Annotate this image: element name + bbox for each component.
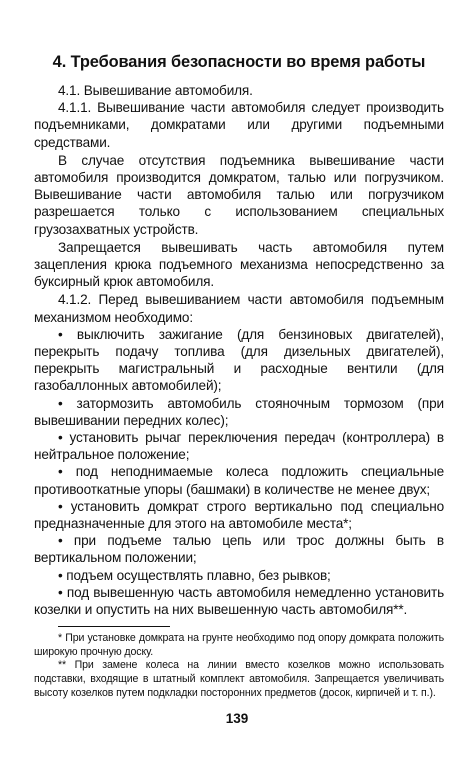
section-heading: 4. Требования безопасности во время работы [52, 53, 426, 71]
bullet-item: • при подъеме талью цепь или трос должны быть в вертикальном положении; [34, 533, 444, 566]
bullet-item: • выключить зажигание (для бензиновых двигателей), перекрыть подачу топлива (для дизельных двигателей), перекрыть магистральный и расходные вентили (для газобаллонных автомобилей); [34, 326, 444, 394]
paragraph: 4.1.2. Перед вывешиванием части автомобиля подъемным механизмом необходимо: [34, 292, 444, 325]
footnotes [34, 632, 444, 700]
body-text [34, 82, 444, 618]
paragraph: Запрещается вывешивать часть автомобиля путем зацепления крюка подъемного механизма непосредственно за буксирный крюк автомобиля. [34, 239, 444, 290]
bullet-item: • затормозить автомобиль стояночным тормозом (при вывешивании передних колес); [34, 395, 444, 428]
page-number: 139 [225, 711, 249, 726]
paragraph: В случае отсутствия подъемника вывешивание части автомобиля производится домкратом, талью или погрузчиком. Вывешивание части автомобиля талью или погрузчиком разрешается только с использованием специальных грузозахватных устройств. [34, 152, 444, 237]
footnote: ** При замене колеса на линии вместо козелков можно использовать подставки, входящие в штатный комплект автомобиля. Запрещается увеличивать высоту козелков путем подкладки посторонних предметов (досок, кирпичей и т. п.). [34, 659, 444, 699]
bullet-item: • под неподнимаемые колеса подложить специальные противооткатные упоры (башмаки) в количестве не менее двух; [34, 464, 444, 497]
bullet-item: • установить рычаг переключения передач (контроллера) в нейтральное положение; [34, 430, 444, 463]
footnote-divider [58, 626, 170, 627]
paragraph: 4.1. Вывешивание автомобиля. [58, 83, 253, 98]
paragraph: 4.1.1. Вывешивание части автомобиля следует производить подъемниками, домкратами или другими подъемными средствами. [34, 100, 444, 150]
bullet-item: • установить домкрат строго вертикально под специально предназначенные для этого на автомобиле места*; [34, 498, 444, 532]
footnote: * При установке домкрата на грунте необходимо под опору домкрата положить широкую прочную доску. [34, 632, 444, 658]
bullet-item: • под вывешенную часть автомобиля немедленно установить козелки и опустить на них вывешенную часть автомобиля**. [34, 584, 444, 618]
page-content [34, 52, 444, 700]
bullet-item: • подъем осуществлять плавно, без рывков; [58, 567, 331, 583]
